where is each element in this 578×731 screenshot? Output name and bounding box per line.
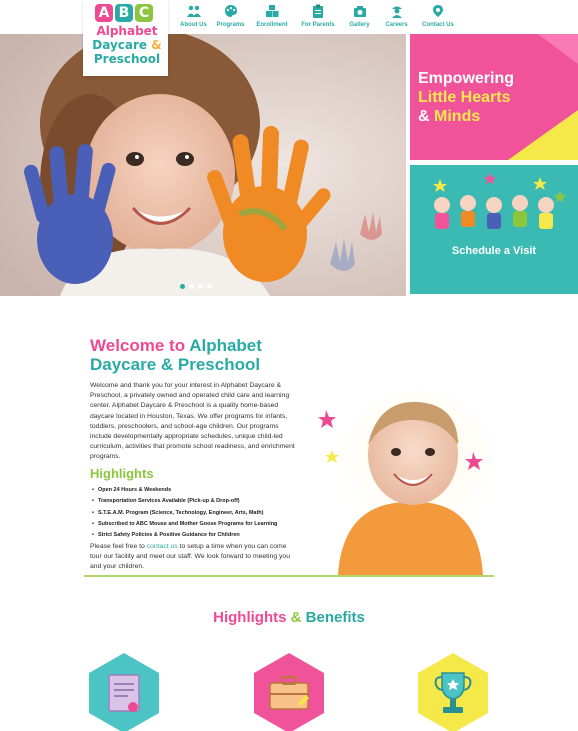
nav-careers[interactable]	[379, 2, 414, 28]
slider-dots	[180, 284, 212, 289]
nav-label: For Parents	[301, 22, 335, 28]
highlights-heading: Highlights	[90, 466, 154, 481]
nav-label: Enrollment	[256, 22, 288, 28]
palette-icon	[224, 4, 238, 18]
logo-amp: &	[151, 38, 162, 52]
logo-line-2	[87, 39, 167, 52]
benefits-heading-amp: &	[290, 609, 302, 626]
tagline-card	[410, 34, 578, 160]
slider-dot[interactable]	[189, 284, 194, 289]
worker-icon	[390, 4, 404, 18]
certificate-icon[interactable]	[89, 653, 159, 731]
schedule-visit-card[interactable]	[410, 165, 578, 294]
nav-label: Contact Us	[422, 22, 454, 28]
welcome-heading-part2: Alphabet	[189, 336, 262, 355]
logo-daycare: Daycare	[92, 38, 148, 52]
nav-label: Careers	[385, 22, 408, 28]
welcome-heading-line2: Daycare & Preschool	[90, 355, 261, 374]
slider-dot[interactable]	[180, 284, 185, 289]
decor-triangle	[508, 110, 578, 160]
welcome-paragraph: Welcome and thank you for your interest in Alphabet Daycare & Preschool, a privately owned and operated child care and learning center. Alphabet Daycare & Preschool is a quality home-based daycare located in Houston, Texas. We offer programs for infants, toddlers, preschoolers, and school-age children. Our programs include developmentally appropriate schedules, unique child-led curriculum, activities that promote school readiness, and enrichment programs.	[90, 382, 295, 461]
logo-line-3: Preschool	[93, 52, 161, 66]
people-icon	[187, 4, 201, 18]
hero-photo-girl-painted-hands	[0, 34, 406, 296]
smiling-toddler-photo	[318, 390, 494, 575]
kids-illustration	[410, 169, 578, 239]
nav-label: About Us	[180, 22, 207, 28]
clipboard-icon	[311, 4, 325, 18]
tagline-line-2: Little Hearts	[418, 89, 511, 106]
tagline-line-3	[418, 108, 480, 126]
nav-about-us[interactable]	[176, 2, 211, 28]
nav-enrollment[interactable]	[250, 2, 294, 28]
slider-dot[interactable]	[198, 284, 203, 289]
list-item: • Open 24 Hours & Weekends	[92, 485, 277, 496]
logo-letter-a: A	[95, 4, 113, 22]
list-item: • Transportation Services Available (Pick-up & Drop-off)	[92, 496, 277, 507]
benefits-heading-part1: Highlights	[213, 609, 287, 626]
contact-us-link[interactable]: contact us	[146, 543, 178, 550]
tagline-amp: &	[418, 108, 430, 125]
main-nav	[176, 2, 462, 28]
site-header	[0, 0, 578, 66]
abc-blocks	[95, 4, 153, 22]
closing-paragraph	[90, 542, 300, 572]
site-logo[interactable]	[83, 0, 168, 76]
hero-slider	[0, 34, 406, 296]
nav-for-parents[interactable]	[296, 2, 340, 28]
slider-dot[interactable]	[207, 284, 212, 289]
highlights-list	[92, 485, 277, 541]
location-icon	[431, 4, 445, 18]
benefits-heading-part2: Benefits	[305, 609, 365, 626]
nav-programs[interactable]	[213, 2, 248, 28]
nav-contact-us[interactable]	[416, 2, 460, 28]
benefits-heading	[0, 609, 578, 626]
list-item: • Strict Safety Policies & Positive Guidance for Children	[92, 530, 277, 541]
schedule-visit-label: Schedule a Visit	[451, 245, 537, 257]
list-item: • S.T.E.A.M. Program (Science, Technology, Engineer, Arts, Math)	[92, 508, 277, 519]
nav-gallery[interactable]	[342, 2, 377, 28]
list-item: • Subscribed to ABC Mouse and Mother Goose Programs for Learning	[92, 519, 277, 530]
closing-text-before: Please feel free to	[90, 543, 145, 550]
nav-label: Programs	[216, 22, 245, 28]
tagline-line-1: Empowering	[418, 70, 515, 87]
trophy-icon[interactable]	[418, 653, 488, 731]
logo-line-1: Alphabet	[96, 24, 158, 38]
logo-letter-c: C	[135, 4, 153, 22]
closing-text-after: to setup a time when you can come tour our facility and meet our staff. We look forward to meeting you and your children.	[90, 543, 290, 570]
section-divider	[84, 575, 494, 577]
briefcase-icon[interactable]	[254, 653, 324, 731]
decor-triangle	[538, 34, 578, 64]
logo-letter-b: B	[115, 4, 133, 22]
welcome-heading	[90, 336, 262, 374]
nav-label: Gallery	[349, 22, 370, 28]
welcome-heading-part1: Welcome to	[90, 336, 186, 355]
camera-icon	[353, 4, 367, 18]
blocks-icon	[265, 4, 279, 18]
tagline-minds: Minds	[434, 108, 481, 125]
